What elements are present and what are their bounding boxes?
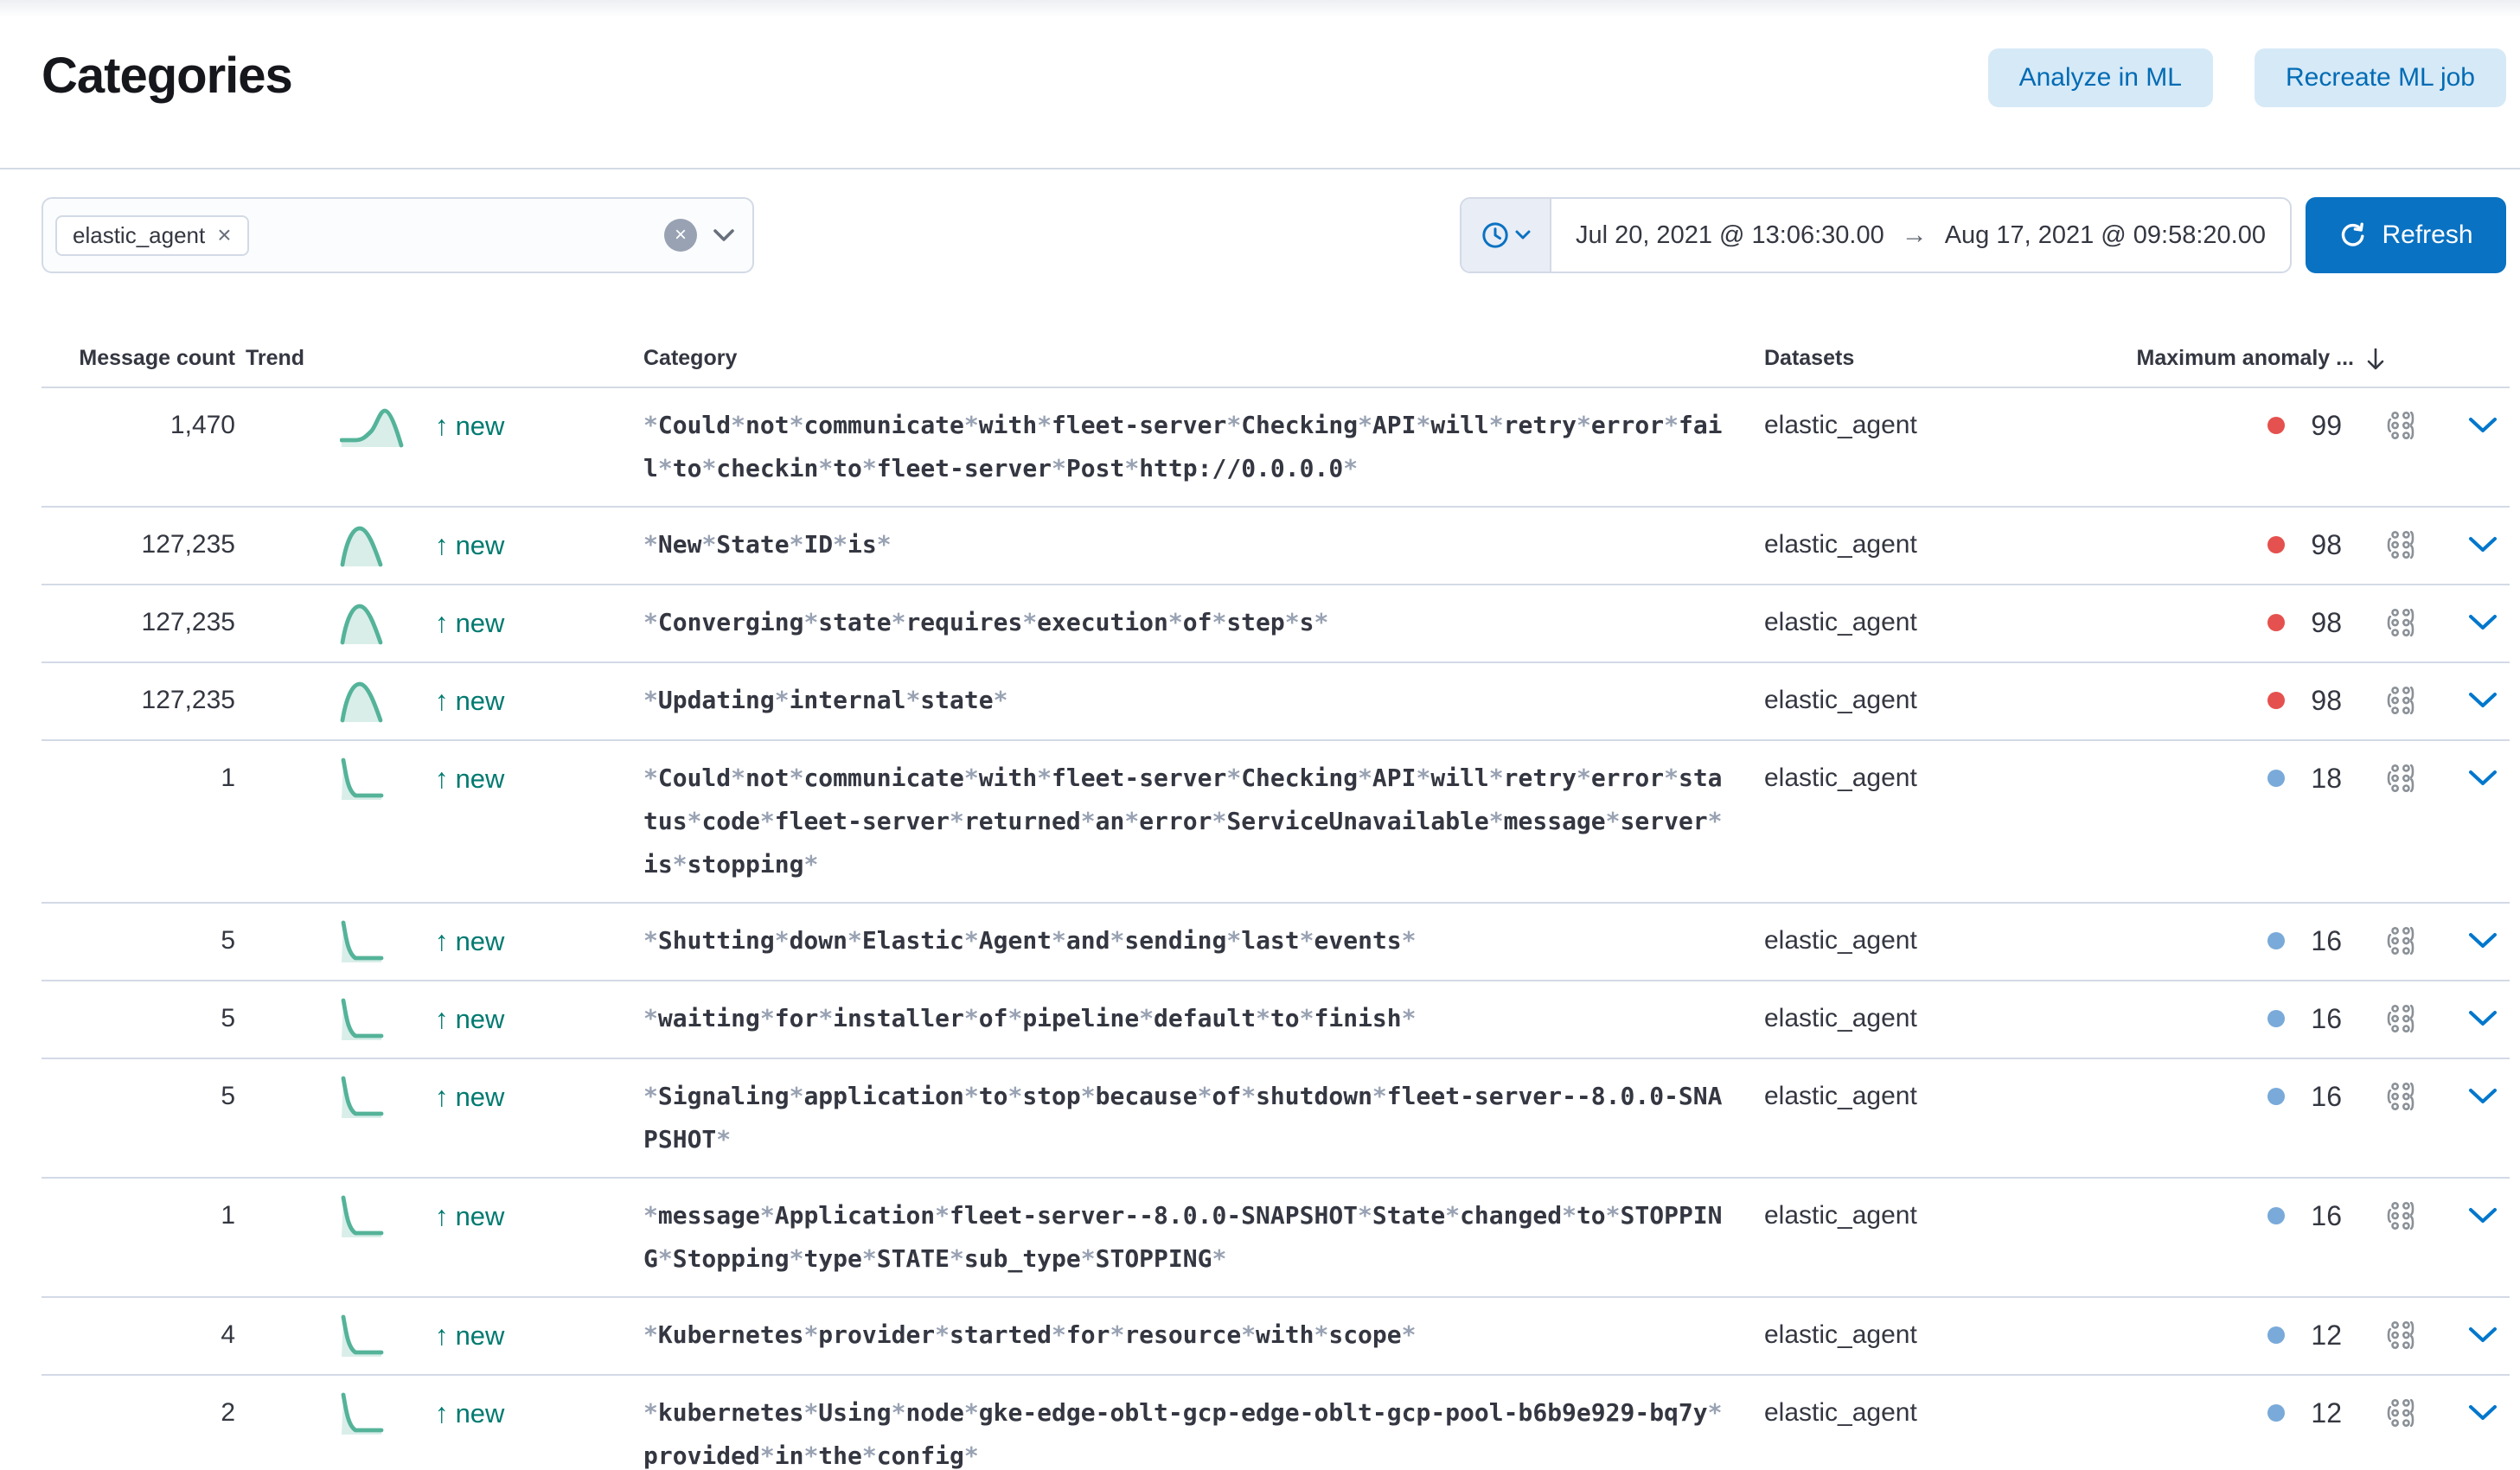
trend-cell xyxy=(235,601,609,646)
anomaly-score: 98 xyxy=(2311,529,2342,560)
anomaly-score: 12 xyxy=(2311,1397,2342,1428)
expand-row-chevron-icon[interactable] xyxy=(2465,1401,2501,1425)
anomaly-score: 16 xyxy=(2311,1081,2342,1112)
anomaly-cell xyxy=(2114,1391,2510,1435)
severity-dot xyxy=(2267,932,2285,949)
message-count-cell: 2 xyxy=(221,1398,235,1427)
message-count-cell: 5 xyxy=(221,1082,235,1110)
new-category-badge xyxy=(435,1313,505,1358)
table-row xyxy=(42,981,2510,1059)
trend-up-icon: ↑ xyxy=(434,1200,449,1231)
filter-pill-elastic-agent[interactable] xyxy=(55,215,249,256)
trend-sparkline xyxy=(340,1391,419,1436)
start-date[interactable]: Jul 20, 2021 @ 13:06:30.00 xyxy=(1575,220,1884,249)
new-badge-label: new xyxy=(455,1082,505,1112)
category-cell: *Could*not*communicate*with*fleet-server*Checking*API*will*retry*error*status*code*fleet-server*returned*an*error*ServiceUnavailable*message*server*is*stopping* xyxy=(643,764,1723,879)
severity-dot xyxy=(2267,417,2285,434)
anomaly-score: 16 xyxy=(2311,1200,2342,1231)
table-row xyxy=(42,904,2510,981)
category-cell: *Updating*internal*state* xyxy=(643,686,1008,714)
anomaly-cell xyxy=(2114,601,2510,644)
trend-cell xyxy=(235,919,609,964)
anomaly-cluster xyxy=(2267,919,2342,962)
anomaly-cell xyxy=(2114,757,2510,800)
table-row xyxy=(42,1179,2510,1298)
anomaly-score: 98 xyxy=(2311,607,2342,638)
expand-row-chevron-icon[interactable] xyxy=(2465,413,2501,438)
anomaly-cell xyxy=(2114,1313,2510,1357)
trend-sparkline xyxy=(340,601,419,646)
date-range xyxy=(1551,199,2290,272)
message-count-cell: 127,235 xyxy=(141,686,235,714)
message-count-cell: 4 xyxy=(221,1320,235,1349)
new-category-badge xyxy=(435,997,505,1041)
dataset-cell: elastic_agent xyxy=(1764,1201,1917,1230)
trend-up-icon: ↑ xyxy=(434,685,449,716)
trend-up-icon: ↑ xyxy=(434,529,449,560)
dataset-cell: elastic_agent xyxy=(1764,764,1917,792)
trend-up-icon: ↑ xyxy=(434,1320,449,1351)
message-count-cell: 5 xyxy=(221,1004,235,1032)
new-badge-label: new xyxy=(455,608,505,638)
column-header-trend: Trend xyxy=(246,346,305,370)
combobox-chevron-down-icon[interactable] xyxy=(713,228,735,242)
new-category-badge xyxy=(435,1194,505,1238)
table-row xyxy=(42,741,2510,904)
new-category-badge xyxy=(435,1391,505,1435)
recreate-ml-job-button[interactable]: Recreate ML job xyxy=(2255,48,2506,107)
expand-row-chevron-icon[interactable] xyxy=(2465,929,2501,953)
anomaly-score: 99 xyxy=(2311,410,2342,441)
trend-cell xyxy=(235,1313,609,1358)
dataset-cell: elastic_agent xyxy=(1764,1082,1917,1110)
open-in-ml-icon[interactable] xyxy=(2383,408,2418,443)
trend-sparkline xyxy=(340,1194,419,1239)
new-badge-label: new xyxy=(455,926,505,956)
trend-cell xyxy=(235,997,609,1042)
category-cell: *Converging*state*requires*execution*of*step*s* xyxy=(643,608,1329,636)
severity-dot xyxy=(2267,614,2285,631)
category-cell: *New*State*ID*is* xyxy=(643,530,892,559)
open-in-ml-icon[interactable] xyxy=(2383,1001,2418,1036)
new-badge-label: new xyxy=(455,530,505,560)
expand-row-chevron-icon[interactable] xyxy=(2465,1084,2501,1109)
trend-cell xyxy=(235,1194,609,1239)
open-in-ml-icon[interactable] xyxy=(2383,1396,2418,1430)
anomaly-cluster xyxy=(2267,404,2342,447)
expand-row-chevron-icon[interactable] xyxy=(2465,610,2501,635)
refresh-button[interactable] xyxy=(2306,197,2506,273)
new-category-badge xyxy=(435,523,505,567)
top-fade xyxy=(0,0,2520,17)
message-count-cell: 1,470 xyxy=(169,411,235,439)
range-arrow-icon: → xyxy=(1901,220,1928,249)
trend-up-icon: ↑ xyxy=(434,410,449,441)
table-body xyxy=(42,388,2510,1470)
trend-sparkline xyxy=(340,1075,419,1120)
dataset-cell: elastic_agent xyxy=(1764,608,1917,636)
new-badge-label: new xyxy=(455,686,505,716)
new-category-badge xyxy=(435,757,505,801)
end-date[interactable]: Aug 17, 2021 @ 09:58:20.00 xyxy=(1944,220,2266,249)
trend-up-icon: ↑ xyxy=(434,1003,449,1034)
new-badge-label: new xyxy=(455,1201,505,1231)
dataset-filter-combobox[interactable] xyxy=(42,197,754,273)
column-header-max-anomaly-label: Maximum anomaly ... xyxy=(2136,346,2354,370)
trend-up-icon: ↑ xyxy=(434,1081,449,1112)
anomaly-cell xyxy=(2114,919,2510,962)
trend-up-icon: ↑ xyxy=(434,925,449,956)
message-count-cell: 5 xyxy=(221,926,235,955)
category-cell: *Signaling*application*to*stop*because*of*shutdown*fleet-server--8.0.0-SNAPSHOT* xyxy=(643,1082,1723,1154)
table-header-row xyxy=(42,346,2510,388)
anomaly-cluster xyxy=(2267,1313,2342,1357)
open-in-ml-icon[interactable] xyxy=(2383,924,2418,958)
severity-dot xyxy=(2267,1326,2285,1344)
dataset-cell: elastic_agent xyxy=(1764,1004,1917,1032)
quick-select-chevron-down-icon xyxy=(1515,230,1531,240)
category-cell: *kubernetes*Using*node*gke-edge-oblt-gcp-edge-oblt-gcp-pool-b6b9e929-bq7y*provided*in*the*config* xyxy=(643,1398,1723,1470)
new-badge-label: new xyxy=(455,1398,505,1428)
category-cell: *Shutting*down*Elastic*Agent*and*sending*last*events* xyxy=(643,926,1417,955)
open-in-ml-icon[interactable] xyxy=(2383,1198,2418,1233)
trend-cell xyxy=(235,679,609,724)
open-in-ml-icon[interactable] xyxy=(2383,683,2418,718)
severity-dot xyxy=(2267,1207,2285,1224)
new-badge-label: new xyxy=(455,764,505,794)
trend-up-icon: ↑ xyxy=(434,1397,449,1428)
trend-cell xyxy=(235,1075,609,1120)
trend-sparkline xyxy=(340,679,419,724)
expand-row-chevron-icon[interactable] xyxy=(2465,1007,2501,1031)
severity-dot xyxy=(2267,1404,2285,1422)
super-date-picker xyxy=(1460,197,2292,273)
table-row xyxy=(42,388,2510,508)
column-header-category: Category xyxy=(643,346,738,370)
open-in-ml-icon[interactable] xyxy=(2383,527,2418,562)
trend-sparkline xyxy=(340,919,419,964)
column-header-datasets: Datasets xyxy=(1764,346,1855,370)
new-badge-label: new xyxy=(455,1320,505,1351)
trend-cell xyxy=(235,523,609,568)
open-in-ml-icon[interactable] xyxy=(2383,605,2418,640)
severity-dot xyxy=(2267,770,2285,787)
clock-icon xyxy=(1481,220,1510,250)
toolbar xyxy=(0,169,2520,273)
anomaly-cluster xyxy=(2267,997,2342,1040)
anomaly-score: 12 xyxy=(2311,1320,2342,1351)
open-in-ml-icon[interactable] xyxy=(2383,1079,2418,1114)
new-category-badge xyxy=(435,1075,505,1119)
anomaly-cell xyxy=(2114,523,2510,566)
new-badge-label: new xyxy=(455,411,505,441)
new-category-badge xyxy=(435,679,505,723)
trend-sparkline xyxy=(340,1313,419,1358)
anomaly-cell xyxy=(2114,404,2510,447)
dataset-cell: elastic_agent xyxy=(1764,411,1917,439)
trend-cell xyxy=(235,404,609,449)
anomaly-cluster xyxy=(2267,679,2342,722)
anomaly-cluster xyxy=(2267,1391,2342,1435)
open-in-ml-icon[interactable] xyxy=(2383,1318,2418,1352)
anomaly-cell xyxy=(2114,1194,2510,1237)
anomaly-score: 16 xyxy=(2311,1003,2342,1034)
table-row xyxy=(42,663,2510,741)
dataset-cell: elastic_agent xyxy=(1764,530,1917,559)
expand-row-chevron-icon[interactable] xyxy=(2465,688,2501,713)
table-row xyxy=(42,1298,2510,1376)
trend-sparkline xyxy=(340,404,419,449)
quick-select-button[interactable] xyxy=(1461,199,1551,272)
severity-dot xyxy=(2267,692,2285,709)
message-count-cell: 1 xyxy=(221,764,235,792)
table-row xyxy=(42,585,2510,663)
table-row xyxy=(42,1376,2510,1470)
clear-all-icon[interactable]: × xyxy=(664,219,697,252)
anomaly-cluster xyxy=(2267,601,2342,644)
anomaly-cell xyxy=(2114,997,2510,1040)
column-header-max-anomaly[interactable] xyxy=(2114,346,2510,371)
new-badge-label: new xyxy=(455,1004,505,1034)
trend-cell xyxy=(235,1391,609,1436)
page-title: Categories xyxy=(42,48,292,104)
new-category-badge xyxy=(435,601,505,645)
expand-row-chevron-icon[interactable] xyxy=(2465,766,2501,790)
dataset-cell: elastic_agent xyxy=(1764,686,1917,714)
header-actions xyxy=(1988,48,2506,107)
severity-dot xyxy=(2267,1088,2285,1105)
column-header-message-count: Message count xyxy=(79,346,235,370)
date-group xyxy=(1460,197,2506,273)
filter-pill-label: elastic_agent xyxy=(73,221,206,248)
anomaly-score: 16 xyxy=(2311,925,2342,956)
anomaly-cell xyxy=(2114,679,2510,722)
trend-sparkline xyxy=(340,757,419,802)
new-category-badge xyxy=(435,919,505,963)
trend-up-icon: ↑ xyxy=(434,763,449,794)
remove-filter-icon[interactable]: × xyxy=(217,221,232,248)
trend-cell xyxy=(235,757,609,802)
message-count-cell: 127,235 xyxy=(141,608,235,636)
category-cell: *Kubernetes*provider*started*for*resource*with*scope* xyxy=(643,1320,1417,1349)
refresh-label: Refresh xyxy=(2382,220,2473,249)
anomaly-cluster xyxy=(2267,523,2342,566)
sort-desc-arrow-icon xyxy=(2366,347,2385,371)
message-count-cell: 1 xyxy=(221,1201,235,1230)
analyze-in-ml-button[interactable]: Analyze in ML xyxy=(1988,48,2213,107)
expand-row-chevron-icon[interactable] xyxy=(2465,1323,2501,1347)
dataset-cell: elastic_agent xyxy=(1764,1320,1917,1349)
anomaly-cell xyxy=(2114,1075,2510,1118)
dataset-cell: elastic_agent xyxy=(1764,926,1917,955)
table-row xyxy=(42,508,2510,585)
dataset-cell: elastic_agent xyxy=(1764,1398,1917,1427)
anomaly-cluster xyxy=(2267,757,2342,800)
expand-row-chevron-icon[interactable] xyxy=(2465,1204,2501,1228)
severity-dot xyxy=(2267,1010,2285,1027)
open-in-ml-icon[interactable] xyxy=(2383,761,2418,796)
page-header xyxy=(0,17,2520,111)
trend-sparkline xyxy=(340,997,419,1042)
expand-row-chevron-icon[interactable] xyxy=(2465,533,2501,557)
trend-sparkline xyxy=(340,523,419,568)
new-category-badge xyxy=(435,404,505,448)
refresh-icon xyxy=(2338,221,2366,249)
category-cell: *Could*not*communicate*with*fleet-server*Checking*API*will*retry*error*fail*to*checkin*to*fleet-server*Post*http://0.0.0.0* xyxy=(643,411,1723,483)
categories-table xyxy=(0,346,2520,1470)
severity-dot xyxy=(2267,536,2285,553)
anomaly-cluster xyxy=(2267,1075,2342,1118)
trend-up-icon: ↑ xyxy=(434,607,449,638)
anomaly-score: 98 xyxy=(2311,685,2342,716)
anomaly-score: 18 xyxy=(2311,763,2342,794)
message-count-cell: 127,235 xyxy=(141,530,235,559)
category-cell: *waiting*for*installer*of*pipeline*default*to*finish* xyxy=(643,1004,1417,1032)
category-cell: *message*Application*fleet-server--8.0.0-SNAPSHOT*State*changed*to*STOPPING*Stopping*type*STATE*sub_type*STOPPING* xyxy=(643,1201,1723,1273)
anomaly-cluster xyxy=(2267,1194,2342,1237)
table-row xyxy=(42,1059,2510,1179)
